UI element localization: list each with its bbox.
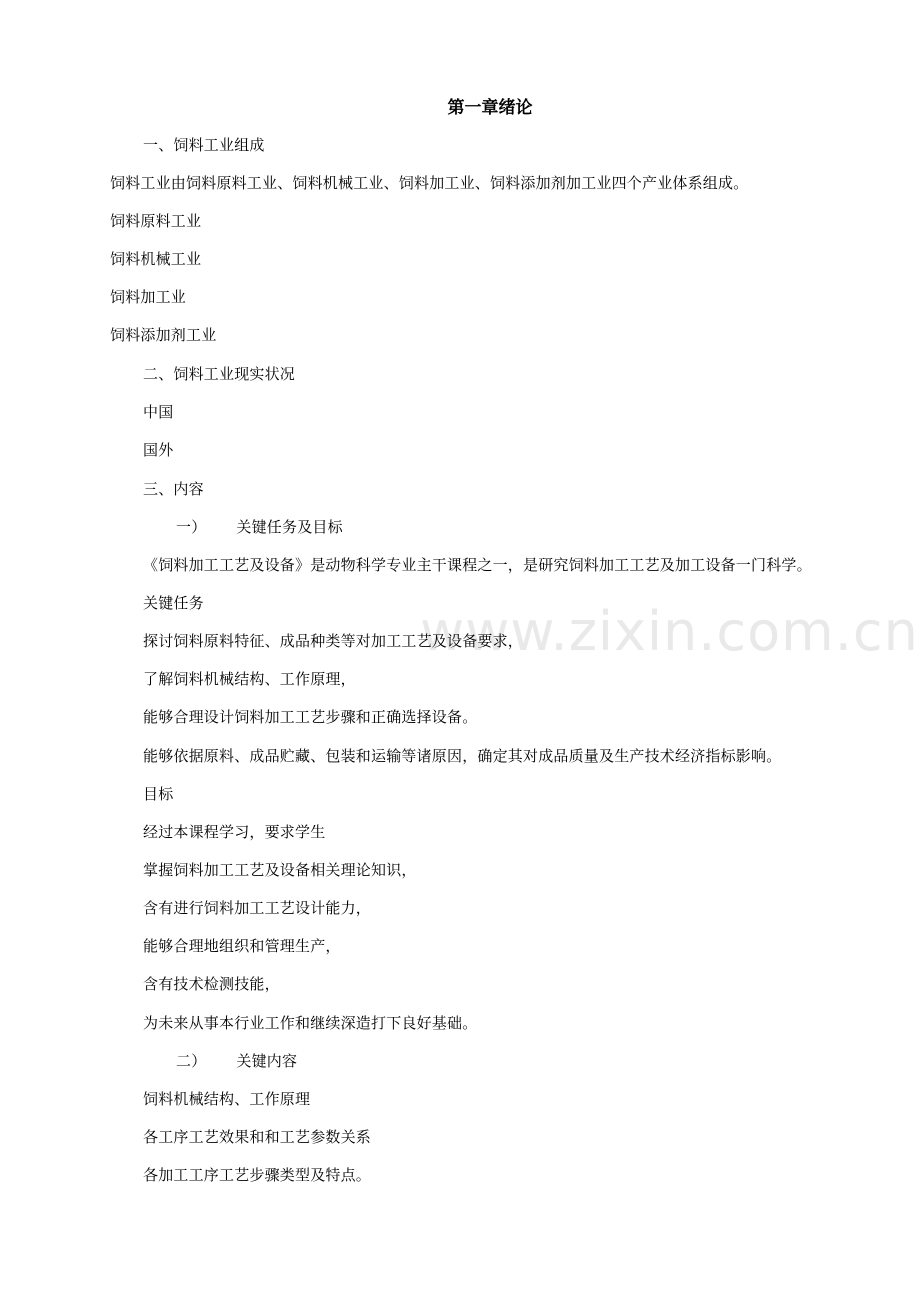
list-item: 掌握饲料加工工艺及设备相关理论知识， [143, 861, 417, 879]
list-item: 饲料机械结构、工作原理 [143, 1090, 311, 1108]
list-item: 能够依据原料、成品贮藏、包装和运输等诸原因，确定其对成品质量及生产技术经济指标影响。 [143, 747, 782, 765]
list-item: 含有进行饲料加工工艺设计能力， [143, 899, 372, 917]
chapter-title: 第一章绪论 [447, 98, 533, 118]
list-item: 能够合理设计饲料加工工艺步骤和正确选择设备。 [143, 708, 478, 726]
list-item: 为未来从事本行业工作和继续深造打下良好基础。 [143, 1014, 478, 1032]
list-item: 了解饲料机械结构、工作原理， [143, 670, 356, 688]
subsection-title: 关键任务及目标 [236, 518, 343, 536]
list-item: 各加工工序工艺步骤类型及特点。 [143, 1166, 372, 1184]
paragraph: 《饲料加工工艺及设备》是动物科学专业主干课程之一，是研究饲料加工工艺及加工设备一门科学。 [143, 556, 812, 574]
paragraph: 经过本课程学习，要求学生 [143, 823, 326, 841]
list-item: 饲料原料工业 [110, 212, 202, 230]
subsection-number: 二） [176, 1052, 207, 1070]
list-item: 饲料机械工业 [110, 250, 202, 268]
list-item: 国外 [143, 441, 174, 459]
section-heading: 二、饲料工业现实状况 [143, 365, 296, 383]
list-item: 中国 [143, 403, 174, 421]
subheading: 关键任务 [143, 594, 204, 612]
list-item: 饲料添加剂工业 [110, 326, 217, 344]
list-item: 能够合理地组织和管理生产， [143, 937, 341, 955]
subsection-heading [176, 517, 343, 537]
section-heading: 一、饲料工业组成 [143, 136, 265, 154]
paragraph: 饲料工业由饲料原料工业、饲料机械工业、饲料加工业、饲料添加剂加工业四个产业体系组成。 [110, 174, 749, 192]
list-item: 探讨饲料原料特征、成品种类等对加工工艺及设备要求， [143, 632, 524, 650]
list-item: 饲料加工业 [110, 288, 187, 306]
list-item: 含有技术检测技能， [143, 975, 280, 993]
watermark: www.zixin.com.cn [420, 600, 919, 663]
subsection-number: 一） [176, 518, 207, 536]
subheading: 目标 [143, 785, 174, 803]
subsection-heading [176, 1051, 297, 1071]
section-heading: 三、内容 [143, 480, 204, 498]
list-item: 各工序工艺效果和和工艺参数关系 [143, 1128, 372, 1146]
subsection-title: 关键内容 [236, 1052, 298, 1070]
